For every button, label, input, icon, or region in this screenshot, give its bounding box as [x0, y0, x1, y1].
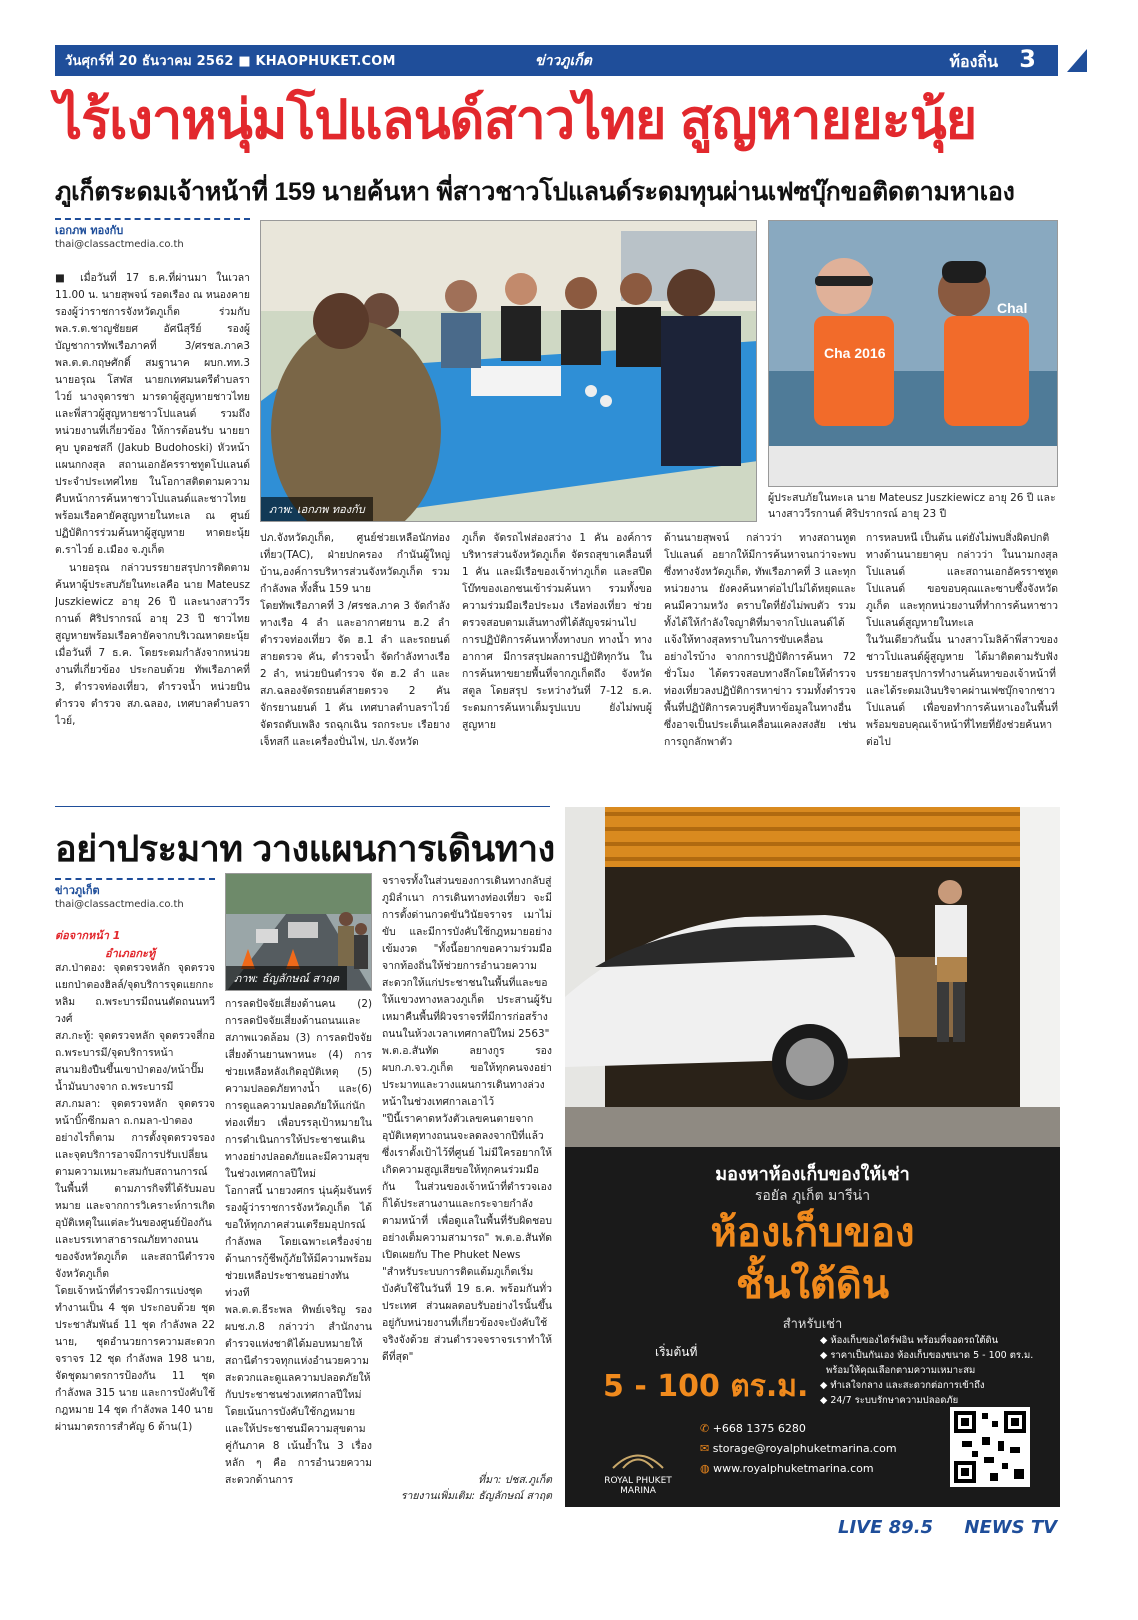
- vest-label-2: Chal: [997, 300, 1028, 316]
- ad-subtitle: รอยัล ภูเก็ต มารีน่า: [754, 1188, 871, 1204]
- section-divider: [55, 806, 550, 807]
- list-item: พร้อมให้คุณเลือกตามความเหมาะสม: [826, 1365, 976, 1376]
- checkpoint-photo: [225, 873, 372, 991]
- list-item: ◆ 24/7 ระบบรักษาความปลอดภัย: [820, 1395, 959, 1406]
- story1-column-5: การหลบหนี เป็นต้น แต่ยังไม่พบสิ่งผิดปกติ ทางด้านนายยาคุบ กล่าวว่า ในนามกงสุลโปแลนด์ และสถานเอกอัครราชทูตโปแลนด์ ขอขอบคุณและซาบซึ้งจังหวัดภูเก็ต และทุกหน่วยงานที่ทำการค้นหาชาวโปแลนด์สูญหายในทะเล ในวันเดียวกันนั้น นางสาวโมลิค้าพี่สาวของชาวโปแลนด์ผู้สูญหาย ได้มาติดตามรับฟังบรรยายสรุปการทำงานค้นหาของเจ้าหน้าที่ และได้ระดมเงินบริจาคผ่านเฟซบุ๊กจากชาวโปแลนด์ เพื่อขอทำการค้นหาเองในพื้นที่ พร้อมขอบคุณเจ้าหน้าที่ไทยที่ยังช่วยค้นหาต่อไป: [866, 532, 1058, 748]
- byline-name: เอกภพ ทองกับ: [55, 224, 124, 237]
- live-radio-logo: LIVE 89.5: [838, 1517, 934, 1538]
- paper-logo: ข่าวภูเก็ต: [535, 53, 592, 69]
- ad-headline: ห้องเก็บของ ชั้นใต้ดิน: [710, 1210, 915, 1308]
- story2-column-3: จราจรทั้งในส่วนของการเดินทางกลับสู่ภูมิลำเนา การเดินทางท่องเที่ยว จะมีการตั้งด่านกวดขันวินัยจราจร เมาไม่ขับ และมีการบังคับใช้กฎหมายอย่างเข้มงวด "ทั้งนี้อยากขอความร่วมมือจากท้องถิ่นให้ช่วยการอำนวยความสะดวกให้แก่ประชาชนในพื้นที่และขอให้แขวงทางหลวงภูเก็ต ประสานผู้รับเหมาคืนพื้นที่ผิวจราจรที่มีการก่อสร้างถนนในห้วงเวลาเทศกาลปีใหม่ 2563" พ.ต.อ.สันทัด ลยางกูร รอง ผบก.ภ.จว.ภูเก็ต ขอให้ทุกคนจงอย่าประมาทและวางแผนการเดินทางล่วงหน้าในช่วงเทศกาลเอาไว้ "ปีนี้เราคาดหวังตัวเลขคนตายจากอุบัติเหตุทางถนนจะลดลงจากปีที่แล้ว ซึ่งเราตั้งเป้าไว้ที่ศูนย์ ไม่มีใครอยากให้เกิดความสูญเสียขอให้ทุกคนร่วมมือกัน ในส่วนของเจ้าหน้าที่ตำรวจเองก็ได้ประสานงานและกระจายกำลังตามหน้าที่ เพื่อดูแลในพื้นที่รับผิดชอบอย่างเต็มความสามารถ" พ.ต.อ.สันทัด เปิดเผยกับ The Phuket News "สำหรับระบบการติดแต้มภูเก็ตเริ่มบังคับใช้ในวันที่ 19 ธ.ค. พร้อมกันทั่วประเทศ ส่วนผลตอบรับอย่างไรนั้นขึ้นอยู่กับหน่วยงานที่เกี่ยวข้องจะบังคับใช้จริงจังด้วย ส่วนตำรวจจราจรเราทำให้ดีที่สุด": [382, 875, 552, 1363]
- meeting-photo: [260, 220, 757, 522]
- story1-column-3: ภูเก็ต จัดรถไฟส่องสว่าง 1 คัน องค์การบริหารส่วนจังหวัดภูเก็ต จัดรถสุขาเคลื่อนที่ 1 คัน และมีเรือของเจ้าท่าภูเก็ต และสปีดโบ๊ทของเอกชนเข้าร่วมค้นหา รวมทั้งขอความร่วมมือเรือประมง เรือท่องเที่ยว ช่วยตรวจสอบตามเส้นทางที่ได้สัญจรผ่านไป การปฏิบัติการค้นหาทั้งทางบก ทางน้ำ ทางอากาศ มีการสรุปผลการปฏิบัติทุกวัน ในการค้นหาขยายพื้นที่จากภูเก็ตถึง จังหวัดสตูล โดยสรุป ระหว่างวันที่ 7-12 ธ.ค. ระดมการค้นหาเต็มรูปแบบ ยังไม่พบผู้สูญหาย: [462, 532, 652, 731]
- ad-phone[interactable]: +668 1375 6280: [712, 1422, 806, 1435]
- story2-byline: [55, 878, 215, 912]
- ad-size-range: 5 - 100 ตร.ม.: [603, 1369, 809, 1404]
- globe-icon: ◍: [700, 1462, 710, 1475]
- ad-email-link[interactable]: storage@royalphuketmarina.com: [712, 1442, 897, 1455]
- story2-column-1: สภ.ป่าตอง: จุดตรวจหลัก จุดตรวจแยกป่าตองฮิลล์/จุดบริการจุดแยกกะหลิม ถ.พระบารมีถนนตัดถนนทวีวงศ์ สภ.กะทู้: จุดตรวจหลัก จุดตรวจสี่กอ ถ.พระบารมี/จุดบริการหน้าสนามยิงปืนขึ้นเขาป่าตอง/หน้าปั๊มน้ำมันบางจาก ถ.พระบารมี สภ.กมลา: จุดตรวจหลัก จุดตรวจหน้าบิ๊กซีกมลา ถ.กมลา-ป่าตอง อย่างไรก็ตาม การตั้งจุดตรวจรองและจุดบริการอาจมีการปรับเปลี่ยนตามความเหมาะสมกับสถานการณ์ในพื้นที่ ตามภารกิจที่ได้รับมอบหมาย และจากการวิเคราะห์การเกิดอุบัติเหตุในแต่ละวันของศูนย์ป้องกันและบรรเทาสาธารณภัยทางถนนของจังหวัดภูเก็ต และสถานีตำรวจจังหวัดภูเก็ต โดยเจ้าหน้าที่ตำรวจมีการแบ่งชุดทำงานเป็น 4 ชุด ประกอบด้วย ชุดประชาสัมพันธ์ 11 ชุด กำลังพล 22 นาย, ชุดอำนวยการความสะดวกจราจร 12 ชุด กำลังพล 198 นาย, จัดชุดมาตรการป้องกัน 11 ชุด กำลังพล 315 นาย และการบังคับใช้กฎหมาย 14 ชุด กำลังพล 140 นาย ผ่านมาตรการสำคัญ 6 ด้าน(1): [55, 962, 215, 1433]
- page-number: 3: [1019, 45, 1036, 73]
- byline-name: ข่าวภูเก็ต: [55, 884, 100, 897]
- story1-column-4: ด้านนายสุพจน์ กล่าวว่า ทางสถานทูตโปแลนด์ อยากให้มีการค้นหาจนกว่าจะพบ ซึ่งทางจังหวัดภูเก็ต, ทัพเรือภาคที่ 3 และทุกหน่วยงาน ยังคงค้นหาต่อไปไม่ได้หยุดและคนมีความหวัง ตราบใดที่ยังไม่พบตัว รวมทั้งได้ให้กำลังใจญาติที่มาจากโปแลนด์ได้แจ้งให้ทางสุลทราบในการขับเคลื่อนอย่างไรบ้าง จากการปฏิบัติการค้นหา 72 ชั่วโมง ได้ตรวจสอบทางลึกโดยให้ตำรวจท่องเที่ยวลงปฏิบัติการหาข่าว รวมทั้งตำรวจพื้นที่ปฏิบัติการควบคู่สืบหาข้อมูลในทางอื่น ซึ่งอาจเป็นประเด็นเคลื่อนแคลงสงสัย เช่น การถูกลักพาตัว: [664, 532, 856, 748]
- byline-email: thai@classactmedia.co.th: [55, 899, 184, 910]
- list-item: ◆ ห้องเก็บของไดร์ฟอิน พร้อมที่จอดรถใต้ดิน: [820, 1335, 999, 1346]
- ad-starting-at: เริ่มต้นที่: [655, 1345, 698, 1359]
- photo-credit: ภาพ: ธัญลักษณ์ สาฤต: [226, 966, 347, 990]
- masthead-bar: [55, 45, 1058, 76]
- issue-date: วันศุกร์ที่ 20 ธันวาคม 2562 ■ KHAOPHUKET.COM: [65, 54, 396, 69]
- section-name: ท้องถิ่น: [949, 52, 998, 71]
- ad-title: มองหาห้องเก็บของให้เช่า: [715, 1164, 910, 1185]
- photo-credit: ภาพ: เอกภพ ทองกับ: [261, 497, 373, 521]
- story1-subhead: ภูเก็ตระดมเจ้าหน้าที่ 159 นายค้นหา พี่สาวชาวโปแลนด์ระดมทุนผ่านเฟซบุ๊กขอติดตามหาเอง: [55, 178, 1015, 206]
- mail-icon: ✉: [700, 1442, 710, 1455]
- story1-byline: [55, 218, 250, 252]
- list-item: ◆ ทำเลใจกลาง และสะดวกต่อการเข้าถึง: [820, 1380, 985, 1391]
- footer-logos: [838, 1517, 1057, 1538]
- ad-brand-logo: ROYAL PHUKET MARINA: [593, 1443, 683, 1496]
- ad-for-rent: สำหรับเช่า: [782, 1317, 843, 1332]
- ad-contact: [700, 1419, 897, 1479]
- ad-feature-list: [820, 1333, 1033, 1408]
- ad-car-photo: [565, 807, 1060, 1147]
- vest-label-1: Cha 2016: [824, 345, 886, 361]
- byline-email: thai@classactmedia.co.th: [55, 239, 184, 250]
- phone-icon: ✆: [700, 1422, 710, 1435]
- news-tv-logo: NEWS TV: [964, 1517, 1058, 1538]
- qr-code-icon[interactable]: [950, 1407, 1030, 1487]
- story1-column-2: ปภ.จังหวัดภูเก็ต, ศูนย์ช่วยเหลือนักท่องเที่ยว(TAC), ฝ่ายปกครอง กำนันผู้ใหญ่บ้าน,องค์การบริหารส่วนจังหวัดภูเก็ต รวมกำลังพล ทั้งสิ้น 159 นาย โดยทัพเรือภาคที่ 3 /ศรชล.ภาค 3 จัดกำลังทางเรือ 4 ลำ และอากาศยาน ฮ.2 ลำ ตำรวจท่องเที่ยว จัด ฮ.1 ลำ และรถยนต์สายตรวจ คัน, ตำรวจน้ำ จัดกำลังทางเรือ 2 ลำ, หน่วยบินตำรวจ จัด ฮ.2 ลำ และ สภ.ฉลองจัดรถยนต์สายตรวจ 2 คัน จักรยานยนต์ 1 คัน เทศบาลตำบลราไวย์ จัดรถดับเพลิง รถฉุกเฉิน รถกระบะ เรือยาง เจ็ทสกี และเครื่องปั่นไฟ, ปภ.จังหวัด: [260, 532, 450, 748]
- kayakers-photo: [768, 220, 1058, 487]
- story2-headline: อย่าประมาท วางแผนการเดินทาง: [55, 828, 555, 869]
- ad-website-link[interactable]: www.royalphuketmarina.com: [713, 1462, 874, 1475]
- story1-column-1: ■ เมื่อวันที่ 17 ธ.ค.ที่ผ่านมา ในเวลา 11.00 น. นายสุพจน์ รอดเรือง ณ หนองคาย รองผู้ว่าราชการจังหวัดภูเก็ต ร่วมกับ พล.ร.ต.ชาญชัยยศ อัศนีสุรีย์ รองผู้บัญชาการทัพเรือภาคที่ 3/ศรชล.ภาค3 พล.ต.ต.กฤษศักดิ์ สมฐานาค ผบก.ทท.3 นายอรุณ โสฬส นายกเทศมนตรีตำบลราไวย์ นางจุดารชา มารดาผู้สูญหายชาวไทย และพี่สาวผู้สูญหายชาวโปแลนด์ รวมถึงหน่วยงานที่เกี่ยวข้อง ให้การต้อนรับ นายยาคุบ บูดอชสกี (Jakub Budohoski) หัวหน้าแผนกกงสุล สถานเอกอัครราชทูตโปแลนด์ประจำประเทศไทย ในโอกาสติดตามความคืบหน้าการค้นหาชาวโปแลนด์และชาวไทยพร้อมเรือคายัคสูญหายในทะเล ณ ศูนย์ปฏิบัติการร่วมค้นหาผู้สูญหาย หาดยะนุ้ย ต.ราไวย์ อ.เมือง จ.ภูเก็ต นายอรุณ กล่าวบรรยายสรุปการติดตามค้นหาผู้ประสบภัยในทะเลคือ นาย Mateusz Juszkiewicz อายุ 26 ปี และนางสาววีรกานต์ ศิริปรากรณ์ อายุ 23 ปี ชาวไทย สูญหายพร้อมเรือคายัคจากบริเวณหาดยะนุ้ย เมื่อวันที่ 7 ธ.ค. โดยระดมกำลังจากหน่วยงานที่เกี่ยวข้อง ประกอบด้วย ทัพเรือภาคที่ 3, ตำรวจท่องเที่ยว, ตำรวจน้ำ หน่วยบินตำรวจ ตำรวจ สภ.ฉลอง, เทศบาลตำบลราไวย์,: [55, 272, 250, 727]
- story2-source: ที่มา: ปชส.ภูเก็ต รายงานเพิ่มเติม: ธัญลักษณ์ สาฤต: [400, 1474, 552, 1502]
- storage-advertisement[interactable]: [565, 807, 1060, 1507]
- list-item: ◆ ราคาเป็นกันเอง ห้องเก็บของขนาด 5 - 100 ตร.ม.: [820, 1350, 1034, 1361]
- marina-logo-icon: [608, 1443, 668, 1473]
- story1-headline: ไร้เงาหนุ่มโปแลนด์สาวไทย สูญหายยะนุ้ย: [55, 90, 977, 150]
- kayakers-caption: ผู้ประสบภัยในทะเล นาย Mateusz Juszkiewicz อายุ 26 ปี และนางสาววีรกานต์ ศิริปรากรณ์ อายุ 23 ปี: [768, 492, 1056, 520]
- corner-mark-icon: [1063, 45, 1091, 76]
- story2-column-2: การลดปัจจัยเสี่ยงด้านคน (2) การลดปัจจัยเสี่ยงด้านถนนและสภาพแวดล้อม (3) การลดปัจจัยเสี่ยงด้านยานพาหนะ (4) การช่วยเหลือหลังเกิดอุบัติเหตุ (5) ความปลอดภัยทางน้ำ และ(6) การดูแลความปลอดภัยให้แก่นักท่องเที่ยว เพื่อบรรลุเป้าหมายในการดำเนินการให้ประชาชนเดินทางอย่างปลอดภัยและมีความสุขในช่วงเทศกาลปีใหม่ โอกาสนี้ นายวงศกร นุ่นคุ้มจันทร์ รองผู้ว่าราชการจังหวัดภูเก็ต ได้ขอให้ทุกภาคส่วนเตรียมอุปกรณ์กำลังพล โดยเฉพาะเครื่องจ่ายด้านการกู้ชีพกู้ภัยให้มีความพร้อม ช่วยเหลือประชาชนอย่างทันท่วงที พล.ต.ต.ธีระพล ทิพย์เจริญ รองผบช.ภ.8 กล่าวว่า สำนักงานตำรวจแห่งชาติได้มอบหมายให้สถานีตำรวจทุกแห่งอำนวยความสะดวกและดูแลความปลอดภัยให้กับประชาชนช่วงเทศกาลปีใหม่ โดยเน้นการบังคับใช้กฎหมาย และให้ประชาชนมีความสุขตามคู่กันภาค 8 เน้นย้ำใน 3 เรื่องหลัก ๆ คือ การอำนวยความสะดวกด้านการ: [225, 998, 372, 1486]
- continued-from: ต่อจากหน้า 1 อำเภอกะทู้: [55, 929, 156, 960]
